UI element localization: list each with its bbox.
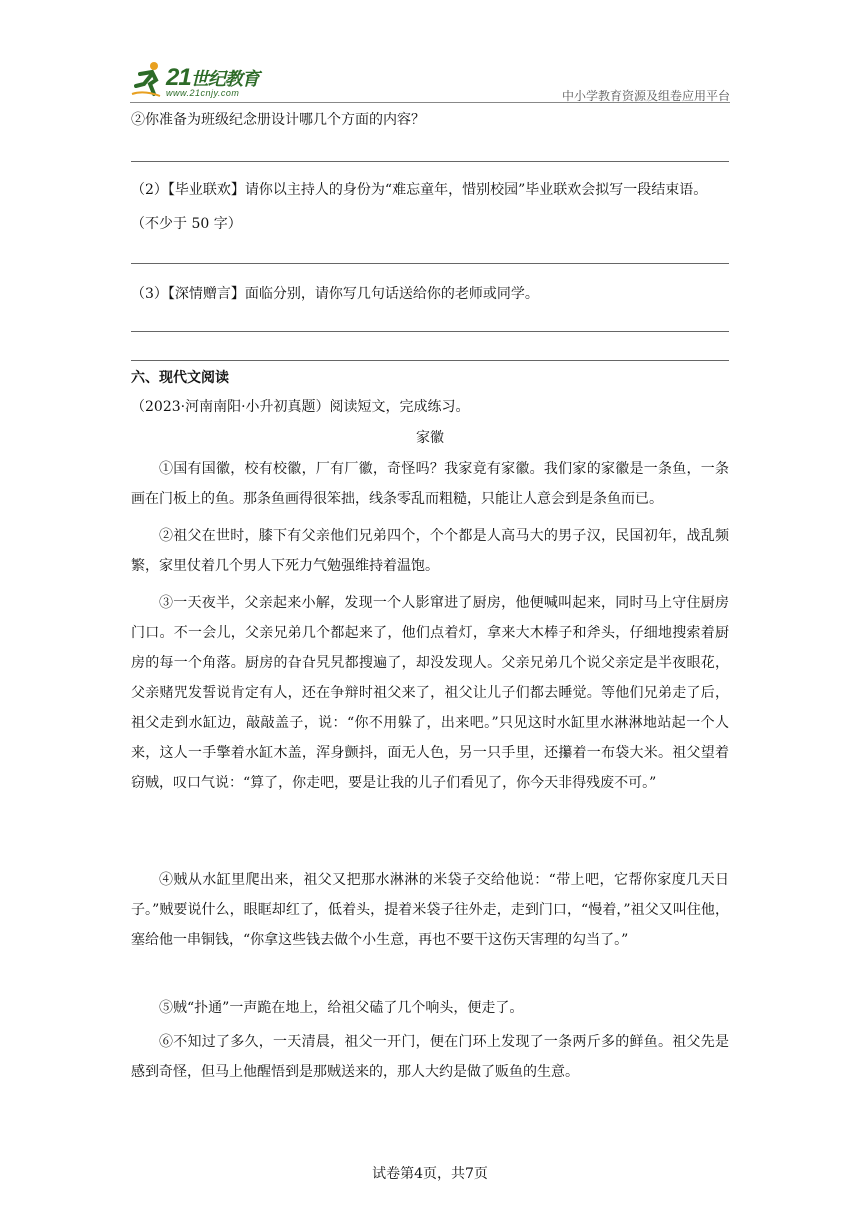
article-paragraph: ③一天夜半，父亲起来小解，发现一个人影窜进了厨房，他便喊叫起来，同时马上守住厨房门口。不一会儿，父亲兄弟几个都起来了，他们点着灯，拿来大木棒子和斧头，仔细地搜索着厨房的每一个角落。厨房的旮旮旯旯都搜遍了，却没发现人。父亲兄弟几个说父亲定是半夜眼花，父亲赌咒发誓说肯定有人，还在争辩时祖父来了，祖父让儿子们都去睡觉。等他们兄弟走了后，祖父走到水缸边，敲敲盖子，说：“你不用躲了，出来吧。”只见这时水缸里水淋淋地站起一个人来，这人一手擎着水缸木盖，浑身颤抖，面无人色，另一只手里，还攥着一布袋大米。祖父望着窃贼，叹口气说：“算了，你走吧，要是让我的儿子们看见了，你今天非得残废不可。” bbox=[131, 595, 729, 791]
brand-name: 世纪教育 bbox=[190, 69, 259, 89]
question-2-line-2: （不少于 50 字） bbox=[131, 216, 242, 232]
article-paragraph: ⑥不知过了多久，一天清晨，祖父一开门，便在门环上发现了一条两斤多的鲜鱼。祖父先是感到奇怪，但马上他醒悟到是那贼送来的，那人大约是做了贩鱼的生意。 bbox=[131, 1034, 729, 1080]
article-paragraph: ①国有国徽，校有校徽，厂有厂徽，奇怪吗？我家竟有家徽。我们家的家徽是一条鱼，一条画在门板上的鱼。那条鱼画得很笨拙，线条零乱而粗糙，只能让人意会到是条鱼而已。 bbox=[131, 461, 729, 507]
article-paragraph: ②祖父在世时，膝下有父亲他们兄弟四个，个个都是人高马大的男子汉，民国初年，战乱频繁，家里仗着几个男人下死力气勉强维持着温饱。 bbox=[131, 528, 729, 574]
header-divider bbox=[130, 102, 730, 103]
brand-number: 21 bbox=[166, 64, 191, 91]
answer-line[interactable] bbox=[131, 263, 729, 264]
page-header bbox=[130, 60, 730, 102]
brand-url: www.21cnjy.com bbox=[166, 88, 240, 98]
platform-label: 中小学教育资源及组卷应用平台 bbox=[561, 89, 730, 103]
answer-line[interactable] bbox=[131, 360, 729, 361]
question-2-line-1: （2）【毕业联欢】请你以主持人的身份为“难忘童年，惜别校园”毕业联欢会拟写一段结束语。 bbox=[131, 182, 708, 198]
running-figure-icon bbox=[130, 60, 164, 100]
section-title: 六、现代文阅读 bbox=[131, 370, 229, 386]
article-title: 家徽 bbox=[416, 430, 444, 446]
article-paragraph: ⑤贼“扑通”一声跪在地上，给祖父磕了几个响头，便走了。 bbox=[159, 1000, 524, 1016]
article-paragraph: ④贼从水缸里爬出来，祖父又把那水淋淋的米袋子交给他说：“带上吧，它帮你家度几天日子。”贼要说什么，眼眶却红了，低着头，提着米袋子往外走，走到门口，“慢着，”祖父又叫住他，塞给他一串铜钱，“你拿这些钱去做个小生意，再也不要干这伤天害理的勾当了。” bbox=[131, 872, 729, 948]
answer-line[interactable] bbox=[131, 161, 729, 162]
question-3: （3）【深情赠言】面临分别，请你写几句话送给你的老师或同学。 bbox=[131, 286, 539, 302]
page-number: 试卷第4页，共7页 bbox=[372, 1166, 488, 1182]
site-logo bbox=[130, 60, 280, 102]
question-source: （2023·河南南阳·小升初真题）阅读短文，完成练习。 bbox=[131, 399, 470, 415]
answer-line[interactable] bbox=[131, 331, 729, 332]
question-1-sub-2: ②你准备为班级纪念册设计哪几个方面的内容？ bbox=[131, 112, 425, 128]
